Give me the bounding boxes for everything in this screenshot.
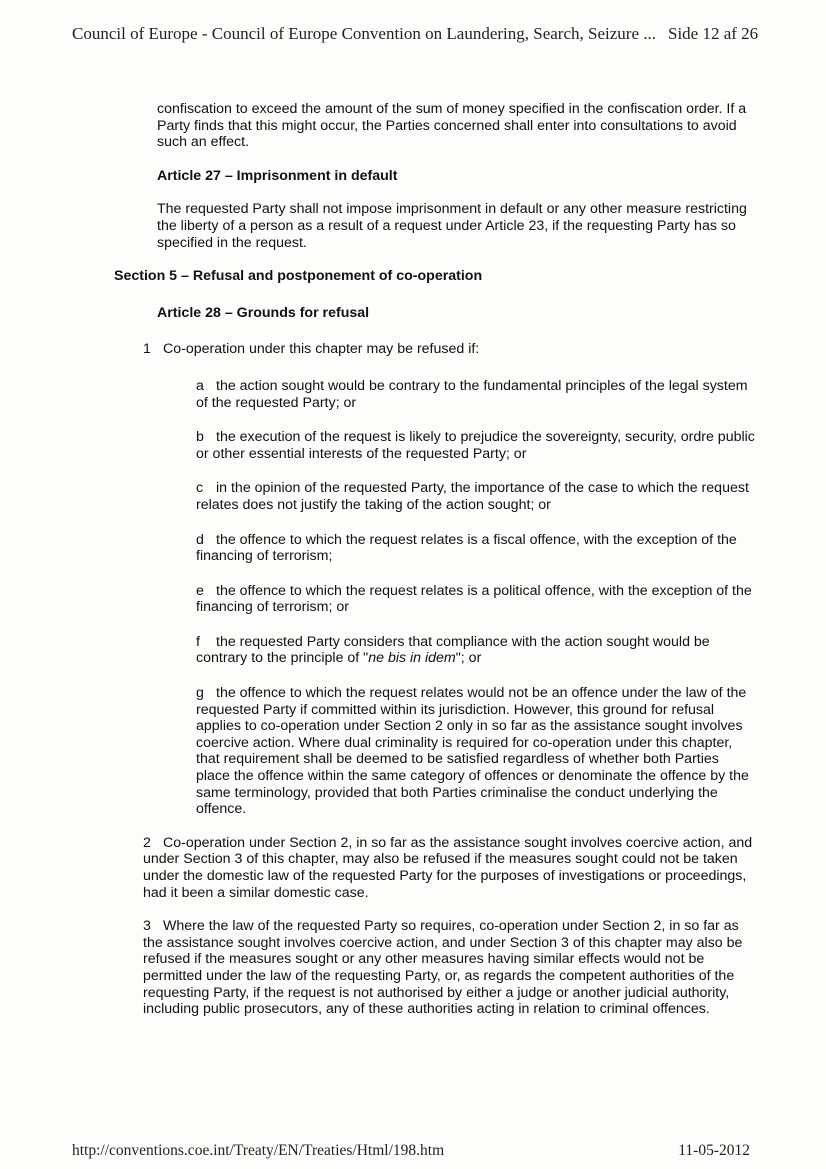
item-letter: a: [196, 377, 204, 394]
item-letter: b: [196, 429, 204, 446]
paragraph-2: [143, 835, 758, 901]
paragraph-number: 2: [143, 834, 151, 851]
list-item-c: [196, 480, 756, 513]
paragraph-number: 3: [143, 918, 151, 935]
paragraph-1: [143, 341, 758, 358]
item-text: the action sought would be contrary to the fundamental principles of the legal system of the requested Party; or: [196, 377, 748, 411]
list-item-f: [196, 634, 756, 667]
list-item-g: [196, 685, 756, 818]
page-footer: [72, 1142, 750, 1160]
document-body: [0, 101, 826, 1018]
paragraph-text: Where the law of the requested Party so requires, co-operation under Section 2, in so far as the assistance sought involves coercive action, and under Section 3 of this chapter may also be refused if the measures sought or any other measures having similar effects would not be permitted under the law of the requesting Party, or, as regards the competent authorities of the requesting Party, if the request is not authorised by either a judge or another judicial authority, including public prosecutors, any of these authorities acting in relation to criminal offences.: [143, 918, 743, 1018]
header-page-number: Side 12 af 26: [668, 24, 759, 43]
item-text: the requested Party considers that compliance with the action sought would be contrary to the principle of ": [196, 633, 710, 667]
list-item-e: [196, 583, 756, 616]
section-5-heading: Section 5 – Refusal and postponement of co-operation: [114, 268, 483, 285]
header-title: Council of Europe - Council of Europe Convention on Laundering, Search, Seizure ...: [72, 24, 656, 43]
article-27-heading: Article 27 – Imprisonment in default: [157, 167, 398, 184]
item-text-end: "; or: [455, 650, 482, 667]
paragraph-text: Co-operation under this chapter may be refused if:: [163, 341, 480, 358]
item-text: the offence to which the request relates is a political offence, with the exception of the financing of terrorism; or: [196, 582, 752, 616]
list-item-d: [196, 532, 756, 565]
paragraph-text: Co-operation under Section 2, in so far as the assistance sought involves coercive action, and under Section 3 of this chapter, may also be refused if the measures sought could not be taken under the domestic law of the requested Party for the purposes of investigations or proceedings, had it been a similar domestic case.: [143, 834, 753, 901]
list-item-a: [196, 378, 756, 411]
article-28-heading: Article 28 – Grounds for refusal: [157, 304, 370, 321]
page-header: [72, 24, 759, 44]
paragraph-number: 1: [143, 341, 151, 358]
paragraph-3: [143, 918, 758, 1018]
item-text: in the opinion of the requested Party, the importance of the case to which the request relates does not justify the taking of the action sought; or: [196, 480, 749, 513]
item-letter: f: [196, 633, 200, 650]
item-letter: e: [196, 582, 204, 599]
item-text: the offence to which the request relates is a fiscal offence, with the exception of the financing of terrorism;: [196, 531, 737, 565]
item-letter: c: [196, 480, 204, 497]
footer-date: 11-05-2012: [678, 1142, 750, 1159]
item-text: the execution of the request is likely to prejudice the sovereignty, security, ordre public or other essential interests of the requested Party; or: [196, 429, 755, 462]
item-text-italic: ne bis in idem: [368, 650, 456, 667]
item-text: the offence to which the request relates would not be an offence under the law of the requested Party if committed within its jurisdiction. However, this ground for refusal applies to co-operation under Section 2 only in so far as the assistance sought involves coercive action. Where dual criminality is required for co-operation under this chapter, that requirement shall be deemed to be satisfied regardless of whether both Parties place the offence within the same category of offences or denominate the offence by the same terminology, provided that both Parties criminalise the conduct underlying the offence.: [196, 685, 749, 818]
list-item-b: [196, 429, 756, 462]
continuation-paragraph: confiscation to exceed the amount of the sum of money specified in the confiscation order. If a Party finds that this might occur, the Parties concerned shall enter into consultations to avoid such an effect.: [157, 101, 747, 151]
item-letter: d: [196, 531, 204, 548]
item-letter: g: [196, 685, 204, 702]
article-27-text: The requested Party shall not impose imprisonment in default or any other measure restricting the liberty of a person as a result of a request under Article 23, if the requesting Party has so specified in the request.: [157, 201, 747, 251]
footer-url: http://conventions.coe.int/Treaty/EN/Treaties/Html/198.htm: [72, 1142, 445, 1159]
